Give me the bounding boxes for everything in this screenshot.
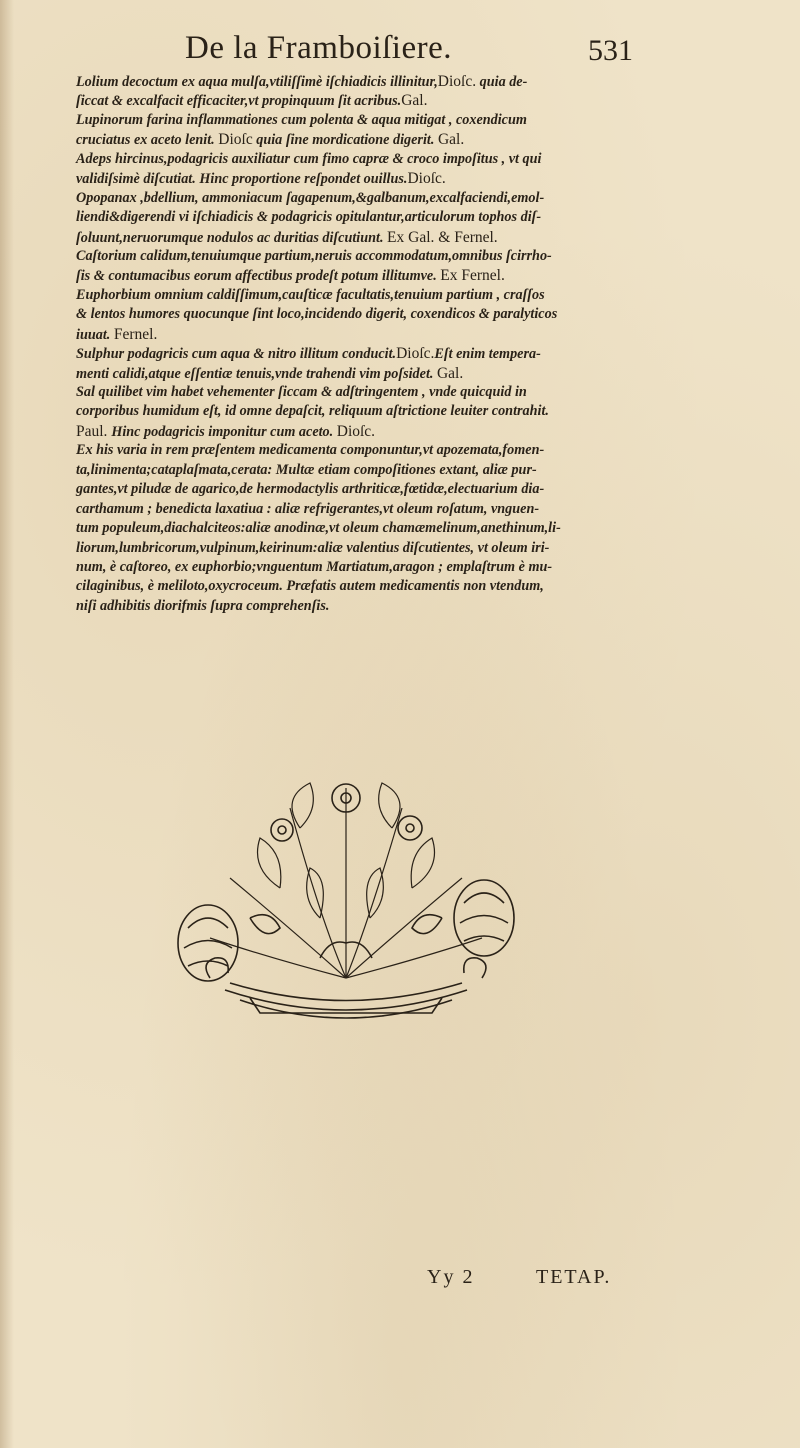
text-line (76, 208, 654, 227)
citation-text: Gal. (436, 364, 464, 382)
text-line (76, 422, 654, 441)
text-line (76, 305, 654, 324)
body-italic-text: cilaginibus, è meliloto,oxycroceum. Præfatis autem medicamentis non vtendum, (76, 578, 544, 595)
citation-text: Fernel. (113, 325, 158, 343)
citation-text: Dioſc. (437, 73, 477, 90)
text-line (76, 111, 654, 130)
body-italic-text: Euphorbium omnium caldiſſimum,cauſticæ facultatis,tenuium partium , craſſos (76, 286, 545, 303)
body-italic-text: Lolium decoctum ex aqua mulſa,vtiliſſimè iſchiadicis illinitur, (76, 74, 438, 90)
citation-text: Gal. (401, 92, 428, 110)
body-italic-text: ſoluunt,neruorumque nodulos ac duritias diſcutiunt. (76, 229, 388, 246)
text-line (76, 480, 654, 499)
text-line (76, 364, 654, 383)
text-line (76, 500, 654, 519)
body-italic-text: liendi&digerendi vi iſchiadicis & podagricis opitulantur,articulorum tophos diſ- (76, 209, 542, 226)
body-italic-text: ſiccat & excalfacit efficaciter,vt propinquum ſit acribus. (76, 93, 402, 110)
body-italic-text: cruciatus ex aceto lenit. (76, 132, 219, 149)
body-italic-text: gantes,vt piludæ de agarico,de hermodactylis arthriticæ,fœtidæ,electuarium dia- (76, 481, 545, 498)
body-text (76, 72, 654, 616)
body-italic-text: num, è caſtoreo, ex euphorbio;vnguentum Martiatum,aragon ; emplaſtrum è mu- (76, 558, 553, 575)
body-italic-text: Sal quilibet vim habet vehementer ſiccam & adſtringentem , vnde quicquid in (76, 384, 527, 400)
body-italic-text: iuuat. (76, 326, 114, 343)
text-line (76, 247, 654, 266)
body-italic-text: Eſt enim tempera- (434, 346, 541, 363)
text-line (76, 558, 654, 577)
text-line (76, 461, 654, 480)
citation-text: Ex Fernel. (440, 267, 505, 285)
body-italic-text: quia ſine mordicatione digerit. (252, 132, 438, 149)
text-line (76, 539, 654, 558)
body-italic-text: Caſtorium calidum,tenuiumque partium,neruis accommodatum,omnibus ſcirrho- (76, 247, 552, 264)
body-italic-text: Hinc podagricis imponitur cum aceto. (111, 423, 337, 440)
citation-text: Paul. (76, 422, 112, 440)
citation-text: Dioſc (218, 131, 253, 149)
citation-text: Dioſc. (407, 170, 446, 188)
page-edge-shadow (0, 0, 14, 1448)
text-line (76, 441, 654, 460)
flower-basket-woodcut-icon (170, 768, 522, 1038)
text-line (76, 266, 654, 285)
body-italic-text: quia de- (476, 74, 528, 90)
body-italic-text: carthamum ; benedicta laxatiua : aliæ refrigerantes,vt oleum roſatum, vnguen- (76, 500, 540, 517)
body-italic-text: corporibus humidum eſt, id omne depaſcit, reliquum aſtrictione leuiter contrahit. (76, 403, 549, 420)
citation-text: Gal. (437, 131, 465, 149)
body-italic-text: & lentos humores quocunque ſint loco,incidendo digerit, coxendicos & paralyticos (76, 306, 558, 323)
page-number: 531 (588, 34, 633, 67)
text-line (76, 150, 654, 169)
text-line (76, 383, 654, 402)
citation-text: Ex Gal. & Fernel. (387, 228, 498, 246)
body-italic-text: Opopanax ,bdellium, ammoniacum ſagapenum,&galbanum,excalfaciendi,emol- (76, 189, 545, 206)
text-line (76, 286, 654, 305)
body-italic-text: ſis & contumacibus eorum affectibus prodeſt potum illitumve. (76, 268, 441, 285)
text-line (76, 325, 654, 344)
body-italic-text: niſi adhibitis diorifmis ſupra comprehenſis. (76, 597, 330, 614)
catchword: TETAP. (536, 1266, 612, 1288)
body-italic-text: Lupinorum farina inflammationes cum polenta & aqua mitigat , coxendicum (76, 111, 527, 128)
body-italic-text: ta,linimenta;cataplaſmata,cerata: Multæ etiam compoſitiones extant, aliæ pur- (76, 461, 537, 478)
text-line (76, 189, 654, 208)
body-italic-text: tum populeum,diachalciteos:aliæ anodinæ,vt oleum chamæmelinum,anethinum,li- (76, 520, 561, 537)
text-line (76, 402, 654, 421)
citation-text: Dioſc. (396, 345, 435, 363)
body-italic-text: Adeps hircinus,podagricis auxiliatur cum fimo capræ & croco impoſitus , vt qui (76, 150, 542, 167)
text-line (76, 72, 654, 91)
text-line (76, 130, 654, 149)
text-line (76, 169, 654, 188)
text-line (76, 519, 654, 538)
text-line (76, 91, 654, 110)
text-line (76, 597, 654, 616)
text-line (76, 228, 654, 247)
citation-text: Dioſc. (336, 422, 376, 440)
text-line (76, 577, 654, 596)
body-italic-text: Ex his varia in rem præſentem medicamenta componuntur,vt apozemata,fomen- (76, 442, 545, 459)
body-italic-text: Sulphur podagricis cum aqua & nitro illitum conducit. (76, 346, 397, 363)
body-italic-text: validiſsimè diſcutiat. Hinc proportione reſpondet ouillus. (76, 171, 408, 188)
body-italic-text: liorum,lumbricorum,vulpinum,keirinum:aliæ valentius diſcutientes, vt oleum iri- (76, 539, 550, 556)
running-title: De la Framboiſiere. (185, 30, 452, 66)
text-line (76, 344, 654, 363)
page-footer (0, 1260, 800, 1300)
signature-mark: Yy 2 (427, 1266, 475, 1288)
body-italic-text: menti calidi,atque eſſentiæ tenuis,vnde trahendi vim poſsidet. (76, 365, 437, 382)
